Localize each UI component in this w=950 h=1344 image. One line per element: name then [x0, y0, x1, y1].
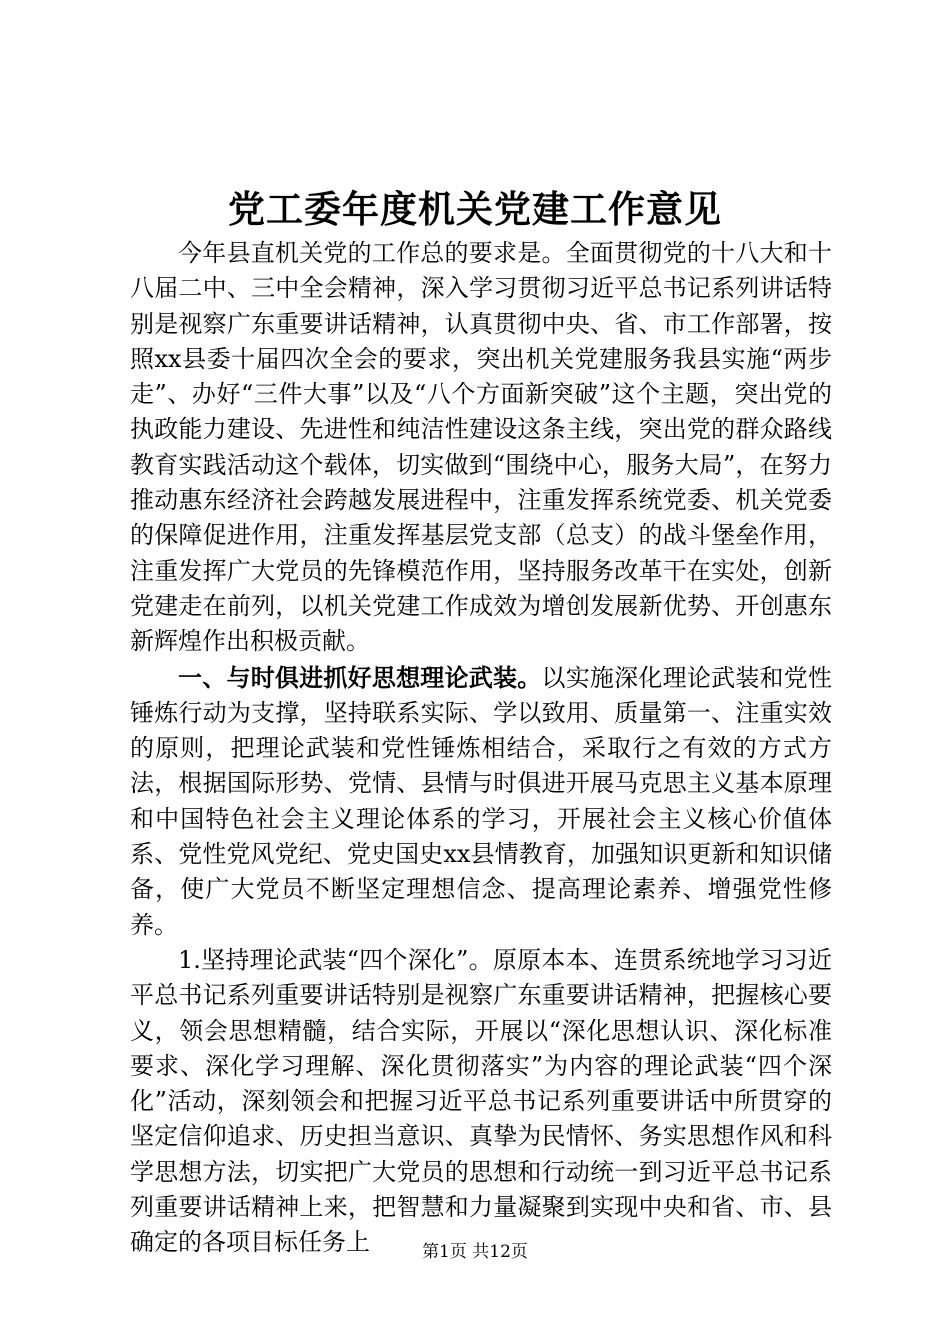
document-title: 党工委年度机关党建工作意见 — [228, 187, 722, 231]
page-footer: 第1页 共12页 — [422, 1242, 528, 1262]
paragraph-text: 今年县直机关党的工作总的要求是。全面贯彻党的十八大和十八届二中、三中全会精神，深入学习贯彻习近平总书记系列讲话特别是视察广东重要讲话精神，认真贯彻中央、省、市工作部署，按照xx县委十届四次全会的要求，突出机关党建服务我县实施“两步走”、办好“三件大事”以及“八个方面新突破”这个主题，突出党的执政能力建设、先进性和纯洁性建设这条主线，突出党的群众路线教育实践活动这个载体，切实做到“围绕中心，服务大局”，在努力推动惠东经济社会跨越发展进程中，注重发挥系统党委、机关党委的保障促进作用，注重发挥基层党支部（总支）的战斗堡垒作用，注重发挥广大党员的先锋模范作用，坚持服务改革干在实处，创新党建走在前列，以机关党建工作成效为增创发展新优势、开创惠东新辉煌作出积极贡献。 — [130, 239, 832, 656]
section-heading: 一、与时俱进抓好思想理论武装。 — [178, 662, 542, 692]
paragraph-section-1 — [130, 660, 832, 943]
paragraph-text: 以实施深化理论武装和党性锤炼行动为支撑，坚持联系实际、学以致用、质量第一、注重实效的原则，把理论武装和党性锤炼相结合，采取行之有效的方式方法，根据国际形势、党情、县情与时俱进开展马克思主义基本原理和中国特色社会主义理论体系的学习，开展社会主义核心价值体系、党性党风党纪、党史国史xx县情教育，加强知识更新和知识储备，使广大党员不断坚定理想信念、提高理论素养、增强党性修养。 — [130, 663, 833, 939]
paragraph-intro — [130, 236, 832, 660]
paragraph-text: 1.坚持理论武装“四个深化”。原原本本、连贯系统地学习习近平总书记系列重要讲话特别是视察广东重要讲话精神，把握核心要义，领会思想精髓，结合实际，开展以“深化思想认识、深化标准要求、深化学习理解、深化贯彻落实”为内容的理论武装“四个深化”活动，深刻领会和把握习近平总书记系列重要讲话中所贯穿的坚定信仰追求、历史担当意识、真挚为民情怀、务实思想作风和科学思想方法，切实把广大党员的思想和行动统一到习近平总书记系列重要讲话精神上来，把智慧和力量凝聚到实现中央和省、市、县确定的各项目标任务上 — [130, 945, 832, 1257]
document-body — [130, 236, 832, 1261]
paragraph-item-1 — [130, 943, 832, 1261]
